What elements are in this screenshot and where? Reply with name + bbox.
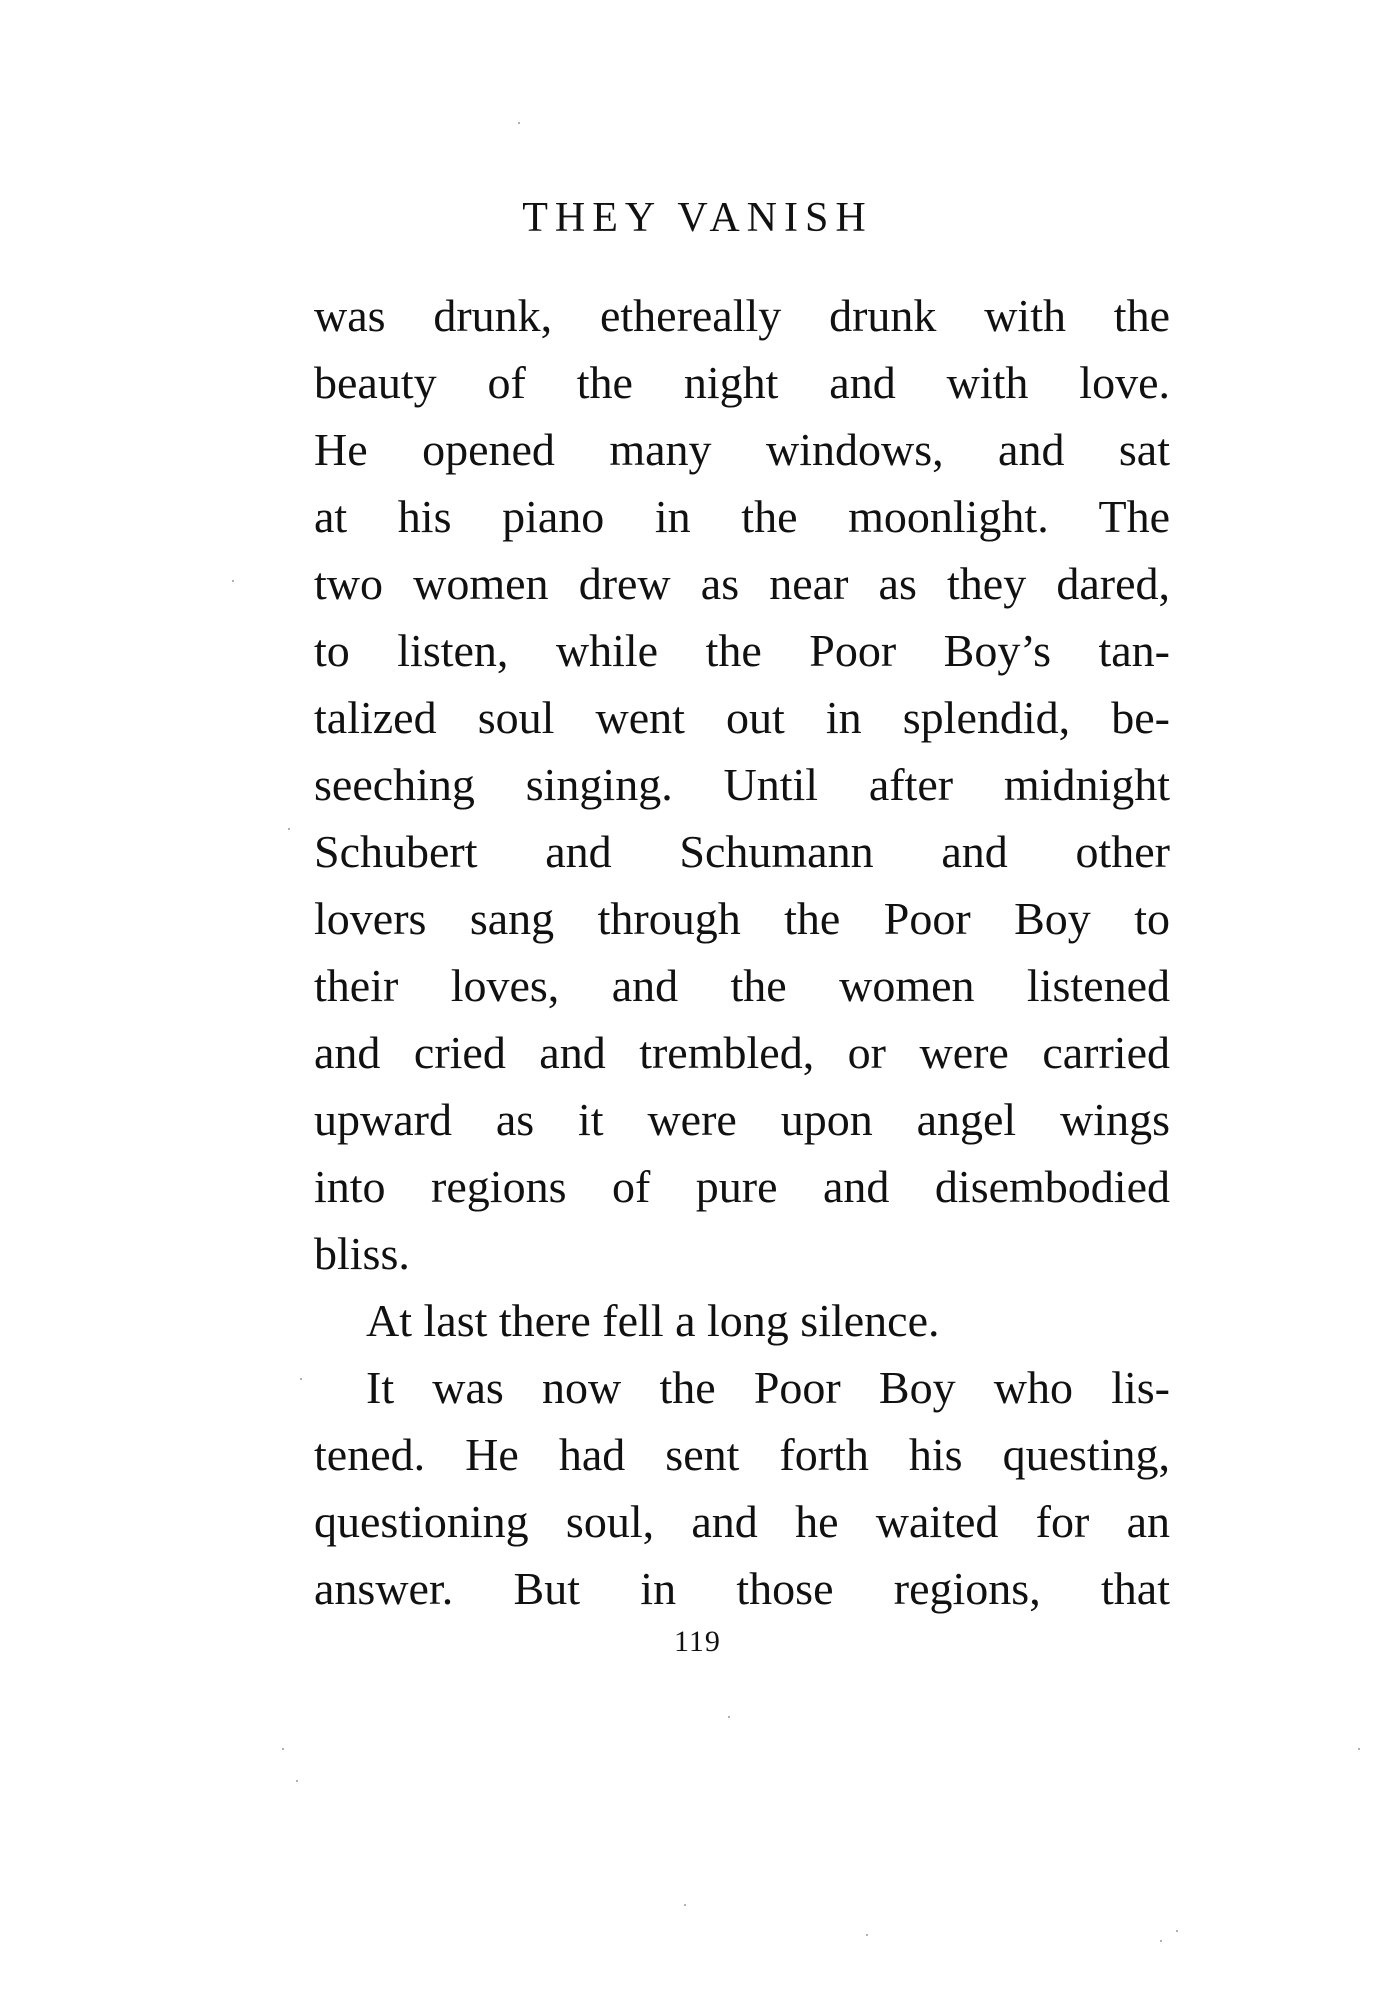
scan-speck (518, 122, 520, 124)
scan-speck (684, 1904, 686, 1906)
page-number: 119 (674, 1625, 721, 1658)
text-line: two women drew as near as they dared, (314, 558, 1170, 609)
text-line: It was now the Poor Boy who lis- (366, 1362, 1170, 1413)
text-line: tened. He had sent forth his questing, (314, 1429, 1170, 1480)
text-line: bliss. (314, 1228, 410, 1279)
text-line: He opened many windows, and sat (314, 424, 1170, 475)
text-line: lovers sang through the Poor Boy to (314, 893, 1170, 944)
scan-speck (866, 1934, 868, 1936)
text-line: and cried and trembled, or were carried (314, 1027, 1170, 1078)
scan-speck (288, 828, 290, 830)
text-line: was drunk, ethereally drunk with the (314, 290, 1170, 341)
text-line: Schubert and Schumann and other (314, 826, 1170, 877)
scan-speck (300, 1378, 302, 1380)
running-head: THEY VANISH (522, 195, 873, 241)
text-line: talized soul went out in splendid, be- (314, 692, 1170, 743)
text-line: beauty of the night and with love. (314, 357, 1170, 408)
scan-speck (1176, 1930, 1178, 1932)
text-line: seeching singing. Until after midnight (314, 759, 1170, 810)
text-line: questioning soul, and he waited for an (314, 1496, 1170, 1547)
scan-speck (296, 1780, 298, 1782)
scan-speck (1358, 1748, 1360, 1750)
text-line: At last there fell a long silence. (366, 1295, 940, 1346)
text-line: answer. But in those regions, that (314, 1563, 1170, 1614)
text-line: upward as it were upon angel wings (314, 1094, 1170, 1145)
scan-speck (1160, 1940, 1162, 1942)
scan-speck (728, 1716, 730, 1718)
scan-speck (282, 1748, 284, 1750)
text-line: their loves, and the women listened (314, 960, 1170, 1011)
text-line: into regions of pure and disembodied (314, 1161, 1170, 1212)
text-line: to listen, while the Poor Boy’s tan- (314, 625, 1170, 676)
scan-speck (232, 580, 234, 582)
body-text (314, 282, 1170, 1622)
text-line: at his piano in the moonlight. The (314, 491, 1170, 542)
